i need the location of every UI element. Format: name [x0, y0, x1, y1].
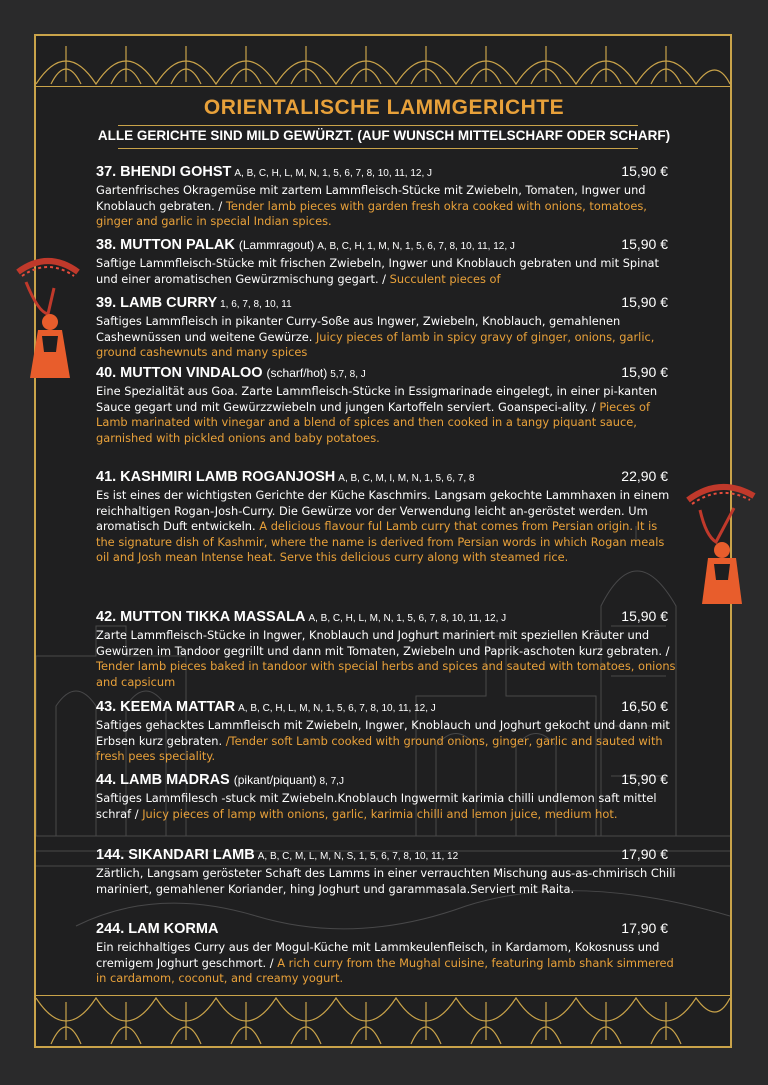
dish-name: 244. LAM KORMA: [96, 921, 219, 937]
dish-description-de: Ein reichhaltiges Curry aus der Mogul-Küche mit Lammkeulenfleisch, in Kardamom, Kokosnuss und cremigem Joghurt geschmort. /: [96, 940, 660, 970]
dish-price: 17,90 €: [621, 846, 668, 862]
page-title: ORIENTALISCHE LAMMGERICHTE: [203, 96, 565, 119]
dish-description-de: Zarte Lammfleisch-Stücke in Ingwer, Knoblauch und Joghurt mariniert mit speziellen Kräuter und Gewürzen im Tandoor gegrillt und dann mit Tomaten, Zwiebeln und Paprik-aschoten kurz gebraten. /: [96, 628, 670, 658]
top-ornament-band: [36, 36, 730, 87]
dancer-illustration-icon: [680, 478, 760, 606]
dish-allergens: A, B, C, H, L, M, N, 1, 5, 6, 7, 8, 10, 11, 12, J: [308, 613, 507, 624]
dish-extra: (pikant/piquant): [233, 773, 317, 787]
dish-description-de: Gartenfrisches Okragemüse mit zartem Lammfleisch-Stücke mit Zwiebeln, Tomaten, Ingwer und Knoblauch gebraten. /: [96, 183, 646, 213]
dish-name: 40. MUTTON VINDALOO: [96, 365, 263, 381]
subtitle-divider: [118, 148, 638, 149]
dish-description-en: Succulent pieces of: [389, 271, 501, 286]
menu-item-sikandari-lamb: [96, 846, 676, 897]
dish-extra: (scharf/hot): [266, 366, 328, 380]
dish-description-de: Saftiges Lammfilesch -stuck mit Zwiebeln.Knoblauch Ingwermit karimia chilli undlemon saft mittel schraf /: [96, 791, 657, 821]
dish-price: 15,90 €: [621, 294, 668, 310]
mandala-ornament-icon: [36, 996, 730, 1046]
dish-description: [96, 791, 676, 822]
menu-item-bhendi-gohst: [96, 163, 676, 230]
dish-allergens: A, B, C, M, I, M, N, 1, 5, 6, 7, 8: [338, 473, 475, 484]
dish-name: 38. MUTTON PALAK: [96, 237, 235, 253]
dish-description-en: Juicy pieces of lamb in spicy gravy of ginger, onions, garlic, ground cashewnuts and many spices: [96, 329, 655, 360]
menu-item-lam-korma: [96, 920, 676, 987]
dish-allergens: A, B, C, M, L, M, N, S, 1, 5, 6, 7, 8, 10, 11, 12: [257, 851, 459, 862]
dish-name: 39. LAMB CURRY: [96, 295, 218, 311]
menu-item-mutton-vindaloo: [96, 364, 676, 446]
dish-description-de: Saftiges Lammfleisch in pikanter Curry-Soße aus Ingwer, Zwiebeln, Knoblauch, gemahlenen Cashewnüssen und weitene Gewürze.: [96, 314, 621, 344]
dish-description-de: Eine Spezialität aus Goa. Zarte Lammfleisch-Stücke in Essigmarinade eingelegt, in einer pi-kanten Sauce gegart und mit Gewürzzwiebeln und jungen Kartoffeln serviert. Goanspeci-ality. /: [96, 384, 658, 414]
dish-description: [96, 256, 676, 287]
dish-allergens: 8, 7,J: [319, 776, 344, 787]
dish-description-en: A delicious flavour ful Lamb curry that comes from Persian origin. It is the signature dish of Kashmir, where the name is derived from Persian words in which Rogan meals oil and Josh mean Intense heat. Serve this delicious curry along with steamed rice.: [96, 519, 665, 565]
dish-price: 15,90 €: [621, 364, 668, 380]
menu-item-keema-mattar: [96, 698, 676, 765]
dish-description-en: /Tender soft Lamb cooked with ground onions, ginger, garlic and sauted with fresh pees speciality.: [96, 733, 663, 764]
dish-description: [96, 940, 676, 987]
dish-name: 37. BHENDI GOHST: [96, 164, 232, 180]
dish-allergens: A, B, C, H, L, M, N, 1, 5, 6, 7, 8, 10, 11, 12, J: [238, 703, 436, 714]
dish-description: [96, 488, 676, 566]
dish-description-en: Tender lamb pieces baked in tandoor with special herbs and spices and sauted with tomatoes, onions and capsicum: [96, 659, 676, 689]
bottom-ornament-band: [36, 995, 730, 1046]
mandala-ornament-icon: [36, 36, 730, 86]
dancer-illustration-icon: [8, 252, 88, 380]
dish-description: [96, 628, 676, 690]
menu-item-lamb-curry: [96, 294, 676, 361]
dish-description: [96, 718, 676, 765]
dish-allergens: 1, 6, 7, 8, 10, 11: [220, 299, 292, 310]
dish-name: 42. MUTTON TIKKA MASSALA: [96, 609, 306, 625]
dish-price: 15,90 €: [621, 608, 668, 624]
dish-description: [96, 866, 676, 897]
dish-description-en: Pieces of Lamb marinated with vinegar and a blend of spices and then cooked in a tangy piquant sauce, garnished with pickled onions and baby potatoes.: [96, 399, 650, 445]
dish-description-en: A rich curry from the Mughal cuisine, featuring lamb shank simmered in cardamom, coconut, and creamy yogurt.: [96, 955, 674, 986]
dish-price: 17,90 €: [621, 920, 668, 936]
menu-item-mutton-tikka-massala: [96, 608, 676, 690]
dish-description-de: Saftige Lammfleisch-Stücke mit frischen Zwiebeln, Ingwer und Knoblauch gebraten und mit Spinat und einer aromatischen Gewürzmischung gegart. /: [96, 256, 659, 286]
dish-description-en: Tender lamb pieces with garden fresh okra cooked with onions, tomatoes, ginger and garlic in special Indian spices.: [96, 198, 647, 229]
dish-allergens: 5,7, 8, J: [330, 369, 366, 380]
dish-name: 43. KEEMA MATTAR: [96, 699, 236, 715]
dish-description: [96, 183, 676, 230]
dish-description-en: Juicy pieces of lamp with onions, garlic, karimia chilli and lemon juice, medium hot.: [142, 806, 618, 821]
dish-description-de: Saftiges gehacktes Lammfleisch mit Zwiebeln, Ingwer, Knoblauch und Joghurt gekocht und dann mit Erbsen kurz gebraten.: [96, 718, 670, 748]
dish-price: 15,90 €: [621, 236, 668, 252]
dish-allergens: A, B, C, H, L, M, N, 1, 5, 6, 7, 8, 10, 11, 12, J: [234, 168, 433, 179]
dish-price: 15,90 €: [621, 771, 668, 787]
menu-item-kashmiri-lamb-roganjosh: [96, 468, 676, 566]
dish-price: 22,90 €: [621, 468, 668, 484]
title-divider: [118, 125, 638, 126]
dish-description-de: Zärtlich, Langsam gerösteter Schaft des Lamms in einer verrauchten Mischung aus-as-chmirisch Chili mariniert, gemahlener Koriander, hing Joghurt und garammasala.Serviert mit Raita.: [96, 866, 676, 896]
dish-name: 144. SIKANDARI LAMB: [96, 847, 255, 863]
dish-price: 16,50 €: [621, 698, 668, 714]
dish-allergens: A, B, C, H, 1, M, N, 1, 5, 6, 7, 8, 10, 11, 12, J: [317, 241, 515, 252]
dish-description: [96, 314, 676, 361]
dish-price: 15,90 €: [621, 163, 668, 179]
dish-description: [96, 384, 676, 446]
dish-description-de: Es ist eines der wichtigsten Gerichte der Küche Kaschmirs. Langsam gekochte Lammhaxen in einem reichhaltigen Rogan-Josh-Curry. Die Gewürze vor der Verwendung leicht an-geröstet werden. Um aromatisch Duft entwickeln.: [96, 488, 670, 534]
page-subtitle: ALLE GERICHTE SIND MILD GEWÜRZT. (AUF WUNSCH MITTELSCHARF ODER SCHARF): [97, 128, 671, 143]
dish-extra: (Lammragout): [238, 238, 315, 252]
menu-item-lamb-madras: [96, 771, 676, 822]
dish-name: 41. KASHMIRI LAMB ROGANJOSH: [96, 469, 336, 485]
dish-name: 44. LAMB MADRAS: [96, 772, 230, 788]
menu-item-mutton-palak: [96, 236, 676, 287]
